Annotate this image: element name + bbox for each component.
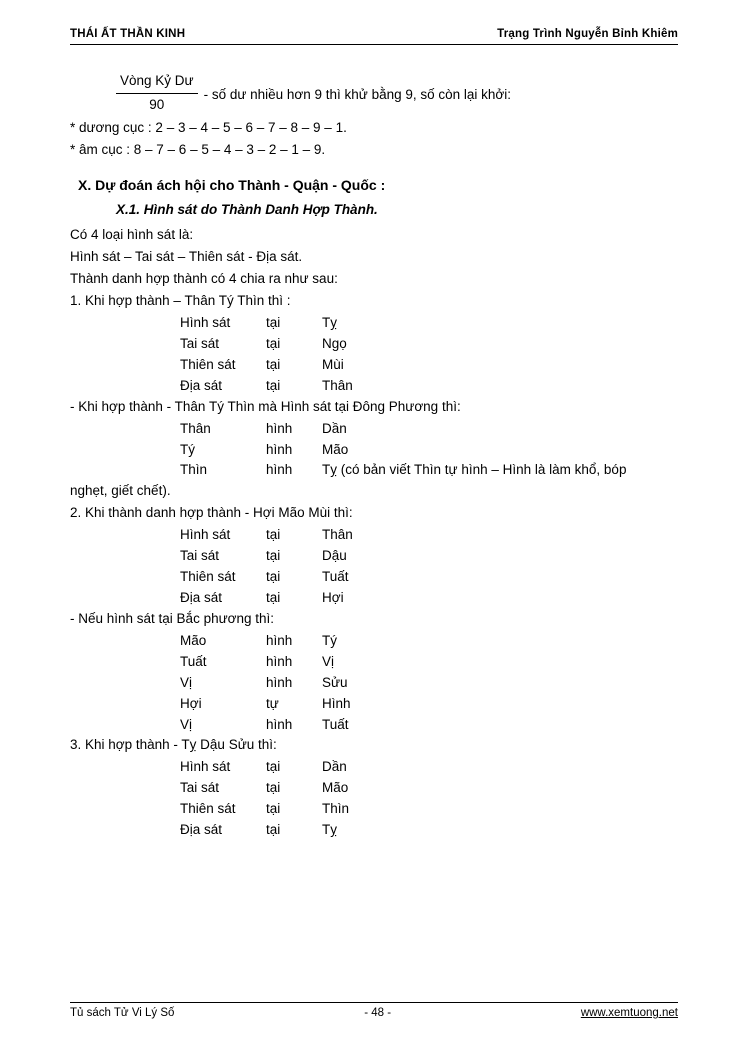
cell-rel: hình <box>266 441 293 457</box>
cell-name: Thìn <box>180 462 208 478</box>
cell-rel: tại <box>266 569 281 585</box>
cell-value: Dậu <box>322 548 347 564</box>
cell-name: Hợi <box>180 695 202 711</box>
cell-name: Mão <box>180 632 207 648</box>
cell-name: Địa sát <box>180 377 223 393</box>
cell-rel: tại <box>266 589 281 605</box>
note-1: - Khi hợp thành - Thân Tý Thìn mà Hình sát tại Đông Phương thì: <box>70 398 461 414</box>
cell-name: Vị <box>180 716 193 732</box>
table-row <box>180 546 678 567</box>
cell-value: Dần <box>322 759 347 775</box>
table-row <box>180 799 678 820</box>
cell-value: Tỵ <box>322 822 337 838</box>
section-heading-x: X. Dự đoán ách hội cho Thành - Quận - Quốc : <box>78 176 386 193</box>
cell-name: Địa sát <box>180 589 223 605</box>
page-content <box>70 71 678 841</box>
fraction <box>116 71 198 116</box>
table-row <box>180 778 678 799</box>
table-row <box>180 419 678 440</box>
page-footer <box>70 1002 678 1019</box>
table-row <box>180 313 678 334</box>
cell-rel: tại <box>266 314 281 330</box>
table-row <box>180 694 678 715</box>
cell-name: Thiên sát <box>180 569 236 585</box>
cell-rel: tại <box>266 335 281 351</box>
list-item-1: 1. Khi hợp thành – Thân Tý Thìn thì : <box>70 293 291 309</box>
cell-rel: hình <box>266 420 293 436</box>
cell-rel: tại <box>266 527 281 543</box>
cell-name: Thiên sát <box>180 801 236 817</box>
cell-value: Tý <box>322 632 337 648</box>
cell-name: Thiên sát <box>180 356 236 372</box>
cell-name: Tai sát <box>180 548 220 564</box>
table-row <box>180 631 678 652</box>
cell-value: Thân <box>322 527 353 543</box>
cell-value: Mão <box>322 441 349 457</box>
cell-rel: tại <box>266 548 281 564</box>
cell-value: Ngọ <box>322 335 347 351</box>
table-row <box>180 567 678 588</box>
cell-name: Vị <box>180 674 193 690</box>
line-co-4-loai: Có 4 loại hình sát là: <box>70 227 194 243</box>
cell-rel: tại <box>266 759 281 775</box>
table-row <box>180 460 678 481</box>
list-item-3: 3. Khi hợp thành - Tỵ Dậu Sửu thì: <box>70 737 277 753</box>
cell-rel: tại <box>266 780 281 796</box>
header-book-title: THÁI ẤT THẦN KINH <box>70 28 186 40</box>
table-row <box>180 652 678 673</box>
note-1-wrap: nghẹt, giết chết). <box>70 483 171 499</box>
footer-publisher: Tủ sách Tử Vi Lý Số <box>70 1007 175 1019</box>
cell-name: Hình sát <box>180 527 231 543</box>
cell-name: Tuất <box>180 653 207 669</box>
cell-value: Tỵ <box>322 314 337 330</box>
cell-value: Tuất <box>322 716 349 732</box>
fraction-tail-text: - số dư nhiều hơn 9 thì khử bằng 9, số còn lại khởi: <box>203 87 512 102</box>
table-row <box>180 355 678 376</box>
cell-value: Tuất <box>322 569 349 585</box>
cell-value: Hình <box>322 695 351 711</box>
cell-rel: tại <box>266 822 281 838</box>
line-list-4-loai: Hình sát – Tai sát – Thiên sát - Địa sát. <box>70 249 303 265</box>
cell-value: Thân <box>322 377 353 393</box>
cell-name: Tý <box>180 441 195 457</box>
cell-rel: hình <box>266 716 293 732</box>
footer-url[interactable]: www.xemtuong.net <box>580 1007 678 1019</box>
cell-rel: tại <box>266 356 281 372</box>
cell-name: Địa sát <box>180 822 223 838</box>
table-row <box>180 673 678 694</box>
cell-value: Mùi <box>322 356 344 372</box>
cell-value: Mão <box>322 780 349 796</box>
duong-cuc-line: * dương cục : 2 – 3 – 4 – 5 – 6 – 7 – 8 – 9 – 1. <box>70 119 347 135</box>
page-header <box>70 28 678 45</box>
table-row <box>180 334 678 355</box>
cell-rel: hình <box>266 632 293 648</box>
table-row <box>180 525 678 546</box>
cell-value: Vị <box>322 653 335 669</box>
table-row <box>180 440 678 461</box>
cell-rel: hình <box>266 462 293 478</box>
am-cuc-line: * âm cục : 8 – 7 – 6 – 5 – 4 – 3 – 2 – 1 – 9. <box>70 141 326 157</box>
cell-value: Sửu <box>322 674 348 690</box>
fraction-denominator: 90 <box>149 96 165 112</box>
cell-rel: hình <box>266 674 293 690</box>
cell-rel: tự <box>266 695 279 711</box>
page-number: - 48 - <box>364 1007 392 1019</box>
table-row <box>180 588 678 609</box>
header-author: Trạng Trình Nguyễn Bỉnh Khiêm <box>497 28 678 40</box>
subsection-heading-x1: X.1. Hình sát do Thành Danh Hợp Thành. <box>116 202 378 218</box>
table-row <box>180 820 678 841</box>
cell-name: Thân <box>180 420 211 436</box>
list-item-2: 2. Khi thành danh hợp thành - Hợi Mão Mùi thì: <box>70 505 353 521</box>
cell-value: Dần <box>322 420 347 436</box>
cell-name: Tai sát <box>180 780 220 796</box>
fraction-numerator: Vòng Kỷ Dư <box>116 71 198 94</box>
cell-value: Thìn <box>322 801 350 817</box>
note-2: - Nếu hình sát tại Bắc phương thì: <box>70 610 275 626</box>
cell-rel: tại <box>266 801 281 817</box>
cell-value: Tỵ (có bản viết Thìn tự hình – Hình là làm khổ, bóp <box>322 462 627 478</box>
cell-name: Hình sát <box>180 314 231 330</box>
cell-name: Hình sát <box>180 759 231 775</box>
cell-value: Hợi <box>322 589 344 605</box>
cell-rel: hình <box>266 653 293 669</box>
table-row <box>180 715 678 736</box>
cell-name: Tai sát <box>180 335 220 351</box>
line-thanh-danh: Thành danh hợp thành có 4 chia ra như sau: <box>70 271 338 287</box>
fraction-row <box>116 71 678 116</box>
table-row <box>180 757 678 778</box>
cell-rel: tại <box>266 377 281 393</box>
table-row <box>180 376 678 397</box>
